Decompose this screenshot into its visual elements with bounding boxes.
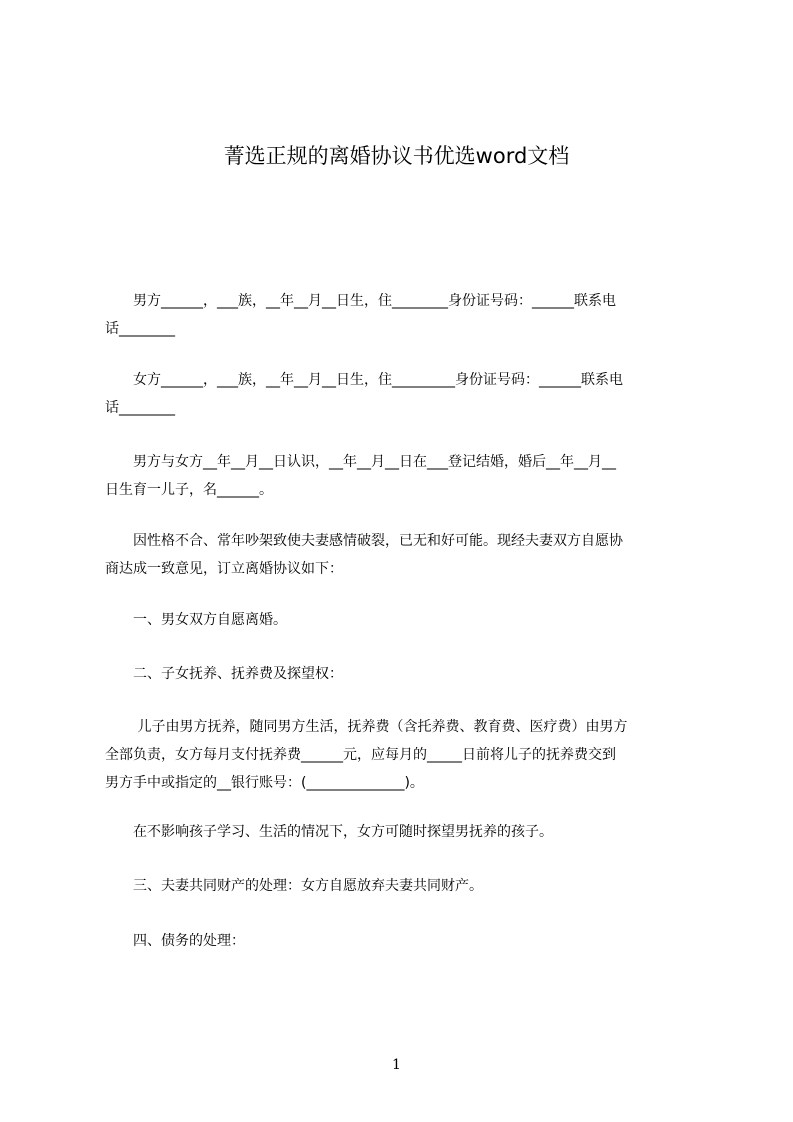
paragraph-female-info xyxy=(105,366,700,422)
paragraph-line: 在不影响孩子学习、生活的情况下，女方可随时探望男抚养的孩子。 xyxy=(105,824,553,840)
paragraph-line: 话________ xyxy=(105,321,175,337)
paragraph-line: 女方______，___族，__年__月__日生，住_________身份证号码：______联系电 xyxy=(105,372,623,388)
paragraph-line: 日生育一儿子，名______。 xyxy=(105,482,273,498)
clause-two-heading xyxy=(105,660,700,688)
paragraph-line: 全部负责，女方每月支付抚养费______元，应每月的_____日前将儿子的抚养费交到 xyxy=(105,747,616,763)
paragraph-line: 儿子由男方抚养，随同男方生活，抚养费（含托养费、教育费、医疗费）由男方 xyxy=(105,719,628,735)
paragraph-line: 男方与女方__年__月__日认识，__年__月__日在___登记结婚，婚后__年__月__ xyxy=(105,454,616,470)
clause-one xyxy=(105,606,700,634)
paragraph-line: 商达成一致意见，订立离婚协议如下： xyxy=(105,561,343,577)
paragraph-male-info xyxy=(105,287,700,343)
paragraph-marriage-info xyxy=(105,448,700,504)
clause-four xyxy=(105,927,700,955)
paragraph-child-custody xyxy=(105,713,700,797)
paragraph-line: 话________ xyxy=(105,400,175,416)
paragraph-line: 因性格不合、常年吵架致使夫妻感情破裂，已无和好可能。现经夫妻双方自愿协 xyxy=(105,533,623,549)
paragraph-line: 男方______，___族，__年__月__日生，住________身份证号码：______联系电 xyxy=(105,293,616,309)
paragraph-line: 一、男女双方自愿离婚。 xyxy=(105,612,287,628)
document-title: 菁选正规的离婚协议书优选word文档 xyxy=(223,144,570,168)
paragraph-divorce-reason xyxy=(105,527,700,583)
paragraph-line: 四、债务的处理： xyxy=(105,933,245,949)
paragraph-line: 男方手中或指定的__银行账号：(______________)。 xyxy=(105,775,424,791)
paragraph-visitation xyxy=(105,818,700,846)
page-number: 1 xyxy=(392,1057,401,1073)
paragraph-line: 二、子女抚养、抚养费及探望权： xyxy=(105,666,343,682)
paragraph-line: 三、夫妻共同财产的处理：女方自愿放弃夫妻共同财产。 xyxy=(105,878,483,894)
clause-three xyxy=(105,872,700,900)
